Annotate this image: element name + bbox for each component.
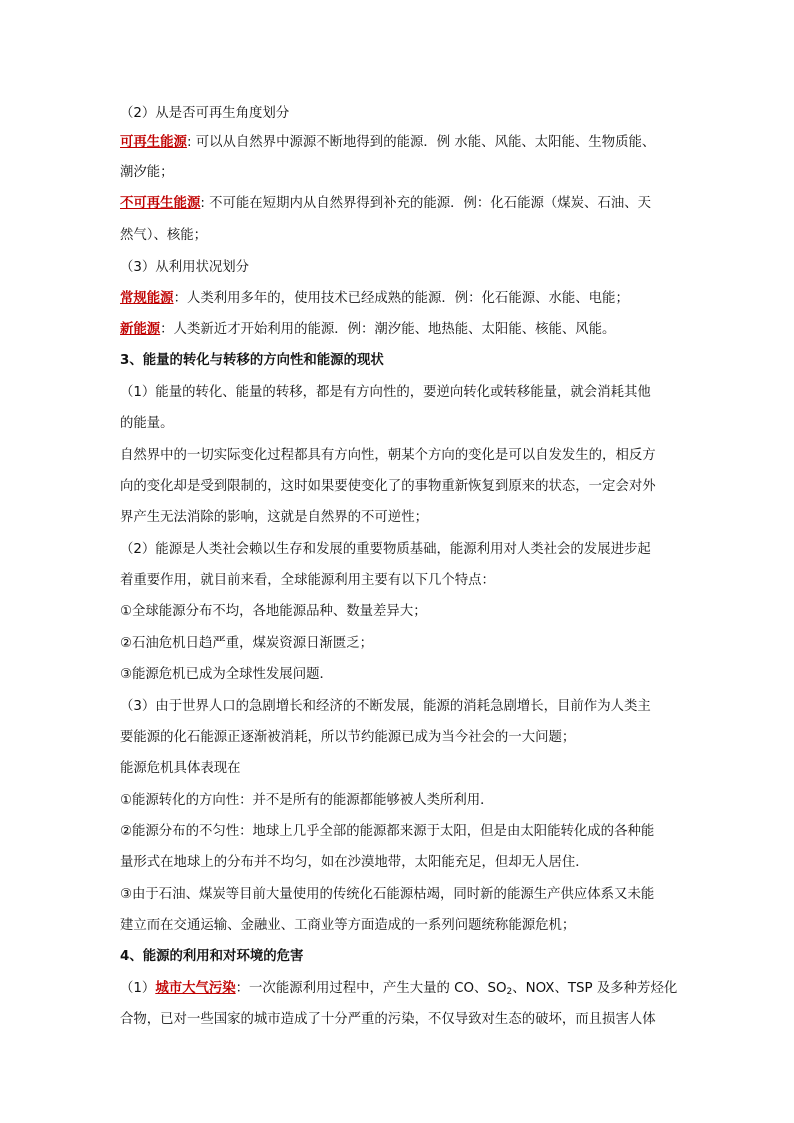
item-number: （1） <box>120 981 156 996</box>
paragraph-new-energy <box>120 320 680 340</box>
term-renewable-energy: 可再生能源 <box>120 135 187 150</box>
paragraph-text: 界产生无法消除的影响，这就是自然界的不可逆性； <box>120 510 428 525</box>
paragraph-text: 要能源的化石能源正逐渐被消耗，所以节约能源已成为当今社会的一大问题； <box>120 730 576 745</box>
paragraph-text: 自然界中的一切实际变化过程都具有方向性，朝某个方向的变化是可以自发发生的，相反方 <box>120 448 656 463</box>
paragraph-continuation: 潮汐能； <box>120 165 174 180</box>
definition-text: : 不可能在短期内从自然界得到补充的能源．例：化石能源（煤炭、石油、天 <box>200 196 651 211</box>
paragraph-text: 建立而在交通运输、金融业、工商业等方面造成的一系列问题统称能源危机； <box>120 918 576 933</box>
list-item: ③能源危机已成为全球性发展问题． <box>120 667 333 682</box>
paragraph-text: （2）能源是人类社会赖以生存和发展的重要物质基础，能源利用对人类社会的发展进步起 <box>120 542 651 557</box>
term-new-energy: 新能源 <box>120 322 161 337</box>
paragraph-text: 向的变化却是受到限制的，这时如果要使变化了的事物重新恢复到原来的状态，一定会对外 <box>120 479 656 494</box>
list-item: ①全球能源分布不均，各地能源品种、数量差异大； <box>120 604 427 619</box>
paragraph-text: （3）由于世界人口的急剧增长和经济的不断发展，能源的消耗急剧增长，目前作为人类主 <box>120 699 651 714</box>
subscript: 2 <box>506 987 513 997</box>
list-item: ②能源分布的不匀性：地球上几乎全部的能源都来源于太阳，但是由太阳能转化成的各种能 <box>120 824 655 839</box>
paragraph-text: 的能量。 <box>120 416 174 431</box>
definition-text: : 可以从自然界中源源不断地得到的能源．例 水能、风能、太阳能、生物质能、 <box>186 135 656 150</box>
definition-text: 、NOX、TSP 及多种芳烃化 <box>512 981 678 996</box>
paragraph-continuation: 然气）、核能； <box>120 228 208 243</box>
list-item: ①能源转化的方向性：并不是所有的能源都能够被人类所利用． <box>120 793 494 808</box>
paragraph-renewable-energy <box>120 133 680 153</box>
paragraph-urban-air-pollution <box>120 979 680 1002</box>
heading-renewable-classification: （2）从是否可再生角度划分 <box>120 106 290 121</box>
paragraph-text: 量形式在地球上的分布并不均匀，如在沙漠地带，太阳能充足，但却无人居住． <box>120 855 589 870</box>
paragraph-text: （1）能量的转化、能量的转移，都是有方向性的，要逆向转化或转移能量，就会消耗其他 <box>120 385 651 400</box>
definition-text: ：一次能源利用过程中，产生大量的 CO、SO <box>235 981 507 996</box>
term-nonrenewable-energy: 不可再生能源 <box>120 196 201 211</box>
paragraph-text: 着重要作用，就目前来看，全球能源利用主要有以下几个特点： <box>120 573 495 588</box>
paragraph-conventional-energy <box>120 289 680 309</box>
term-conventional-energy: 常规能源 <box>120 291 174 306</box>
definition-text: ：人类新近才开始利用的能源．例：潮汐能、地热能、太阳能、核能、风能。 <box>160 322 616 337</box>
term-urban-air-pollution: 城市大气污染 <box>155 981 236 996</box>
paragraph-text: 合物，已对一些国家的城市造成了十分严重的污染，不仅导致对生态的破坏，而且损害人体 <box>120 1012 656 1027</box>
paragraph-nonrenewable-energy <box>120 194 680 214</box>
list-item: ②石油危机日趋严重，煤炭资源日渐匮乏； <box>120 636 374 651</box>
section-heading-3: 3、能量的转化与转移的方向性和能源的现状 <box>120 353 384 368</box>
list-item: ③由于石油、煤炭等目前大量使用的传统化石能源枯竭，同时新的能源生产供应体系又未能 <box>120 887 655 902</box>
heading-usage-classification: （3）从利用状况划分 <box>120 260 250 275</box>
paragraph-text: 能源危机具体表现在 <box>120 761 241 776</box>
definition-text: ：人类利用多年的，使用技术已经成熟的能源．例：化石能源、水能、电能； <box>173 291 629 306</box>
section-heading-4: 4、能源的利用和对环境的危害 <box>120 949 304 964</box>
